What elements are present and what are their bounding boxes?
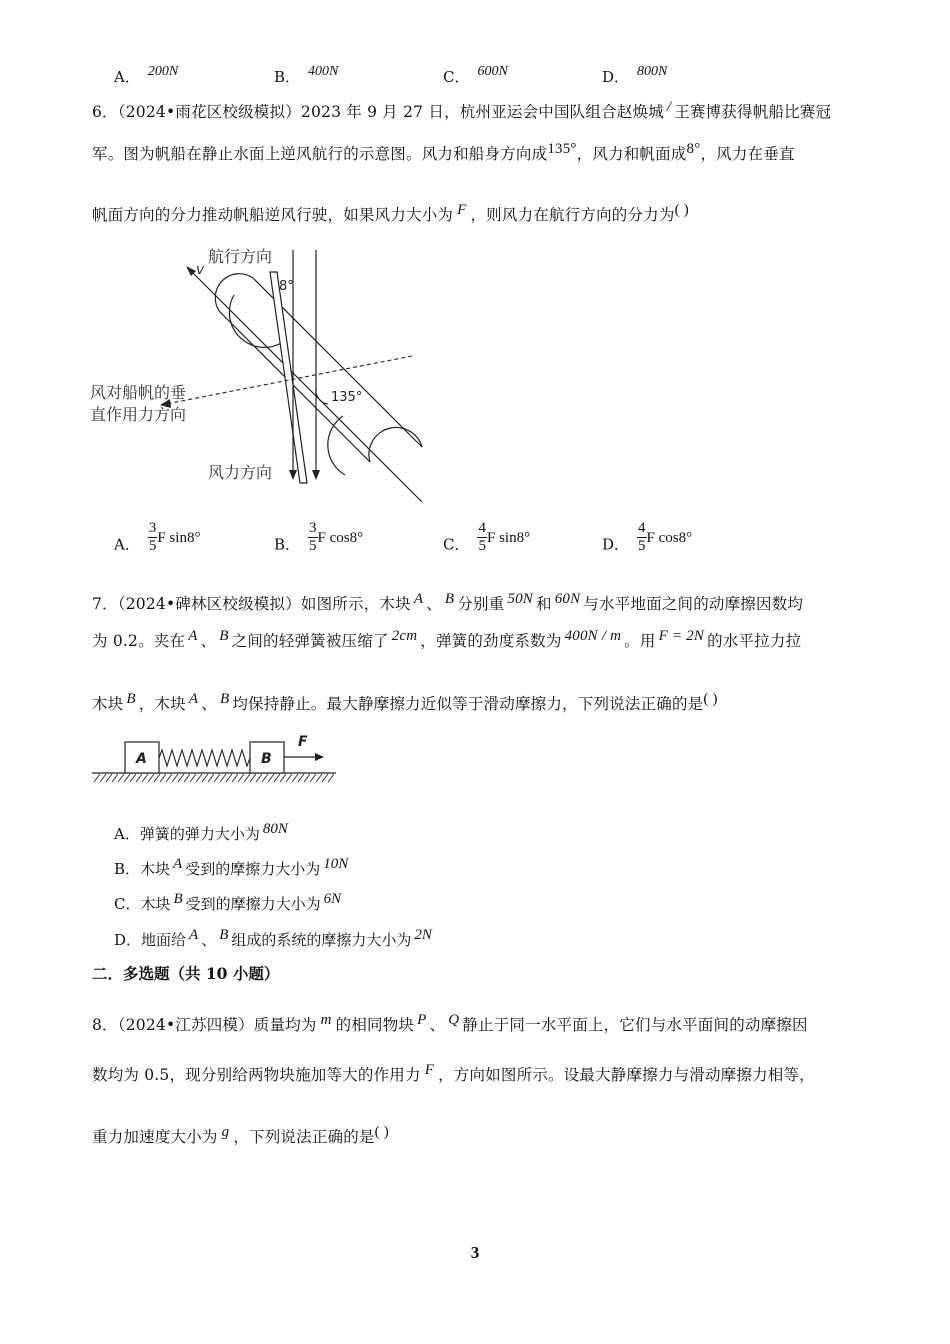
q7-line-1: 7．（2024•碑林区校级模拟）如图所示，木块 A 、 B 分别重 50N 和 60N 与水平地面之间的动摩擦因数均 <box>92 591 804 613</box>
q5-option-d: D． 800N <box>602 64 668 86</box>
q8-line-2: 数均为 0.5，现分别给两物块施加等大的作用力 F ，方向如图所示。设最大静摩擦力与滑动摩擦力相等， <box>92 1062 815 1084</box>
q6-option-b: B． $\frac{3}{5}$ F cos8° <box>274 520 364 554</box>
q7-line-3: 木块 B ，木块 A 、 B 均保持静止。最大静摩擦力近似等于滑动摩擦力，下列说法正确的是( ) <box>92 691 718 713</box>
hull-bow <box>215 274 253 312</box>
label-heading: 航行方向 <box>208 247 273 266</box>
spring-blocks-diagram <box>92 730 342 786</box>
q7-line-2: 为 0.2。夹在 A 、 B 之间的轻弹簧被压缩了 2cm ，弹簧的劲度系数为 400N / m 。用 F = 2N 的水平拉力拉 <box>92 628 802 650</box>
hull-rear-arc <box>328 416 345 475</box>
spring <box>159 750 250 766</box>
q7-option-d: D．地面给 A 、 B 组成的系统的摩擦力大小为 2N <box>114 927 432 949</box>
wind-arrowhead-left <box>289 470 297 480</box>
block-a-label: A <box>136 751 147 767</box>
section-title-multi-choice: 二．多选题（共 10 小题） <box>92 964 280 983</box>
q6-line-2: 军。图为帆船在静止水面上逆风航行的示意图。风力和船身方向成135°，风力和帆面成8°，风力在垂直 <box>92 141 795 163</box>
angle-arc <box>316 388 328 404</box>
label-perp-1: 风对船帆的垂 <box>90 383 187 402</box>
label-135deg: 135° <box>331 390 363 405</box>
q6-option-d: D． $\frac{4}{5}$ F cos8° <box>602 520 693 554</box>
q7-option-c: C．木块 B 受到的摩擦力大小为 6N <box>114 891 342 913</box>
q6-option-a: A． $\frac{3}{5}$ F sin8° <box>114 520 201 554</box>
label-v: v <box>196 262 205 278</box>
page-number: 3 <box>470 1243 480 1262</box>
q5-option-b: B． 400N <box>274 64 339 86</box>
q8-line-3: 重力加速度大小为 g ，下列说法正确的是( ) <box>92 1124 389 1146</box>
force-f-arrowhead <box>315 753 324 761</box>
ground-hatching <box>94 774 334 782</box>
q5-option-a: A． 200N <box>114 64 179 86</box>
q6-option-c: C． $\frac{4}{5}$ F sin8° <box>443 520 531 554</box>
q7-option-b: B．木块 A 受到的摩擦力大小为 10N <box>114 856 349 878</box>
q8-line-1: 8．（2024•江苏四模）质量均为 m 的相同物块 P 、 Q 静止于同一水平面上，它们与水平面间的动摩擦因 <box>92 1012 808 1034</box>
q6-line-3: 帆面方向的分力推动帆船逆风行驶，如果风力大小为 F ，则风力在航行方向的分力为( ) <box>92 202 689 224</box>
force-f-label: F <box>298 734 308 750</box>
block-b-label: B <box>261 751 272 767</box>
wind-arrowhead-right <box>312 470 320 480</box>
sailboat-diagram <box>80 240 440 510</box>
q5-option-c: C． 600N <box>443 64 508 86</box>
label-wind: 风力方向 <box>208 463 273 482</box>
label-perp-2: 直作用力方向 <box>90 405 187 424</box>
q7-option-a: A．弹簧的弹力大小为 80N <box>114 821 288 843</box>
label-8deg: 8° <box>279 279 294 294</box>
q6-line-1: 6．（2024•雨花区校级模拟）2023 年 9 月 27 日，杭州亚运会中国队组合赵焕城 / 王赛博获得帆船比赛冠 <box>92 99 832 121</box>
